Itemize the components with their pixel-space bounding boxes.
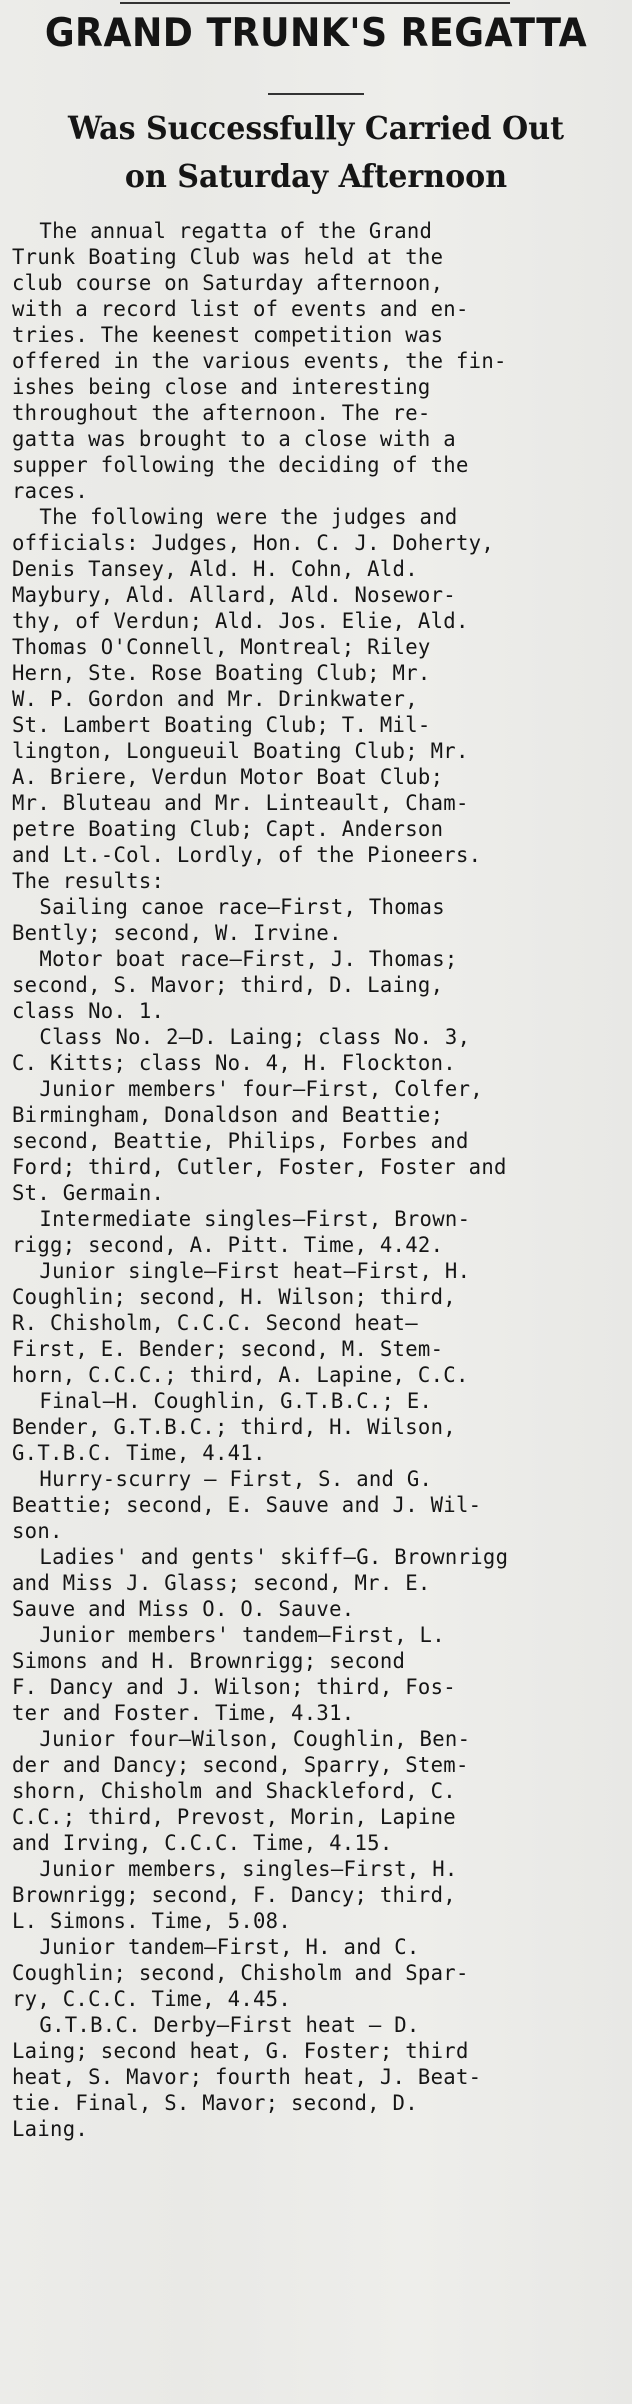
article-line: rigg; second, A. Pitt. Time, 4.42. [12, 1233, 444, 1257]
article-line: son. [12, 1519, 63, 1543]
article-line: Junior single—First heat—First, H. [39, 1259, 471, 1283]
article-line: club course on Saturday afternoon, [12, 271, 444, 295]
article-line: Laing; second heat, G. Foster; third [12, 2039, 469, 2063]
article-line: petre Boating Club; Capt. Anderson [12, 817, 444, 841]
article-line: Mr. Bluteau and Mr. Linteault, Cham- [12, 791, 469, 815]
subheadline [28, 104, 603, 200]
article-line: C. Kitts; class No. 4, H. Flockton. [12, 1051, 456, 1075]
article-line: shorn, Chisholm and Shackleford, C. [12, 1779, 456, 1803]
article-line: tie. Final, S. Mavor; second, D. [12, 2091, 418, 2115]
article-line: Bender, G.T.B.C.; third, H. Wilson, [12, 1415, 456, 1439]
article-line: L. Simons. Time, 5.08. [12, 1909, 292, 1933]
article-line: First, E. Bender; second, M. Stem- [12, 1337, 444, 1361]
article-line: Motor boat race—First, J. Thomas; [39, 947, 458, 971]
article-line: Final—H. Coughlin, G.T.B.C.; E. [39, 1389, 433, 1413]
article-line: Trunk Boating Club was held at the [12, 245, 444, 269]
article-line: Denis Tansey, Ald. H. Cohn, Ald. [12, 557, 418, 581]
article-line: Laing. [12, 2117, 89, 2141]
article-line: Ladies' and gents' skiff—G. Brownrigg [39, 1545, 509, 1569]
article-line: The following were the judges and [39, 505, 458, 529]
article-line: Bently; second, W. Irvine. [12, 921, 342, 945]
article-line: officials: Judges, Hon. C. J. Doherty, [12, 531, 495, 555]
article-line: Birmingham, Donaldson and Beattie; [12, 1103, 444, 1127]
article-line: Junior members, singles—First, H. [39, 1857, 458, 1881]
article-line: heat, S. Mavor; fourth heat, J. Beat- [12, 2065, 482, 2089]
article-line: and Miss J. Glass; second, Mr. E. [12, 1571, 431, 1595]
article-line: A. Briere, Verdun Motor Boat Club; [12, 765, 444, 789]
article-line: Class No. 2—D. Laing; class No. 3, [39, 1025, 471, 1049]
subheadline-line-2: on Saturday Afternoon [124, 157, 508, 195]
article-line: St. Lambert Boating Club; T. Mil- [12, 713, 431, 737]
article-line: Hern, Ste. Rose Boating Club; Mr. [12, 661, 431, 685]
article-line: supper following the deciding of the [12, 453, 469, 477]
article-line: offered in the various events, the fin- [12, 349, 507, 373]
article-line: Junior members' four—First, Colfer, [39, 1077, 483, 1101]
headline: GRAND TRUNK'S REGATTA [44, 11, 588, 56]
article-line: St. Germain. [12, 1181, 165, 1205]
article-line: and Lt.-Col. Lordly, of the Pioneers. [12, 843, 482, 867]
article-line: ry, C.C.C. Time, 4.45. [12, 1987, 292, 2011]
article-line: and Irving, C.C.C. Time, 4.15. [12, 1831, 393, 1855]
article-body [12, 218, 620, 2142]
article-line: Ford; third, Cutler, Foster, Foster and [12, 1155, 507, 1179]
article-line: Sailing canoe race—First, Thomas [39, 895, 445, 919]
article-line: ter and Foster. Time, 4.31. [12, 1701, 355, 1725]
article-line: tries. The keenest competition was [12, 323, 444, 347]
separator-rule [268, 93, 364, 95]
article-line: horn, C.C.C.; third, A. Lapine, C.C. [12, 1363, 469, 1387]
article-line: Sauve and Miss O. O. Sauve. [12, 1597, 355, 1621]
article-line: Simons and H. Brownrigg; second [12, 1649, 406, 1673]
article-line: R. Chisholm, C.C.C. Second heat— [12, 1311, 418, 1335]
article-line: second, Beattie, Philips, Forbes and [12, 1129, 469, 1153]
article-line: class No. 1. [12, 999, 165, 1023]
article-line: Brownrigg; second, F. Dancy; third, [12, 1883, 456, 1907]
article-line: Coughlin; second, H. Wilson; third, [12, 1285, 456, 1309]
article-line: Hurry-scurry — First, S. and G. [39, 1467, 433, 1491]
top-rule [120, 2, 510, 4]
article-line: Beattie; second, E. Sauve and J. Wil- [12, 1493, 482, 1517]
article-line: Junior members' tandem—First, L. [39, 1623, 445, 1647]
article-line: C.C.; third, Prevost, Morin, Lapine [12, 1805, 456, 1829]
article-line: Maybury, Ald. Allard, Ald. Nosewor- [12, 583, 456, 607]
article-line: G.T.B.C. Time, 4.41. [12, 1441, 266, 1465]
article-line: The results: [12, 869, 165, 893]
article-line: races. [12, 479, 89, 503]
article-line: W. P. Gordon and Mr. Drinkwater, [12, 687, 418, 711]
article-line: Thomas O'Connell, Montreal; Riley [12, 635, 431, 659]
article-line: G.T.B.C. Derby—First heat — D. [39, 2013, 420, 2037]
article-line: with a record list of events and en- [12, 297, 469, 321]
article-line: second, S. Mavor; third, D. Laing, [12, 973, 444, 997]
article-line: Junior four—Wilson, Coughlin, Ben- [39, 1727, 471, 1751]
article-line: ishes being close and interesting [12, 375, 431, 399]
article-line: der and Dancy; second, Sparry, Stem- [12, 1753, 469, 1777]
article-line: F. Dancy and J. Wilson; third, Fos- [12, 1675, 456, 1699]
article-line: throughout the afternoon. The re- [12, 401, 431, 425]
article-line: Intermediate singles—First, Brown- [39, 1207, 471, 1231]
article-line: gatta was brought to a close with a [12, 427, 456, 451]
article-line: The annual regatta of the Grand [39, 219, 433, 243]
article-line: Junior tandem—First, H. and C. [39, 1935, 420, 1959]
subheadline-line-1: Was Successfully Carried Out [67, 109, 565, 147]
article-line: thy, of Verdun; Ald. Jos. Elie, Ald. [12, 609, 469, 633]
article-line: Coughlin; second, Chisholm and Spar- [12, 1961, 469, 1985]
article-line: lington, Longueuil Boating Club; Mr. [12, 739, 469, 763]
